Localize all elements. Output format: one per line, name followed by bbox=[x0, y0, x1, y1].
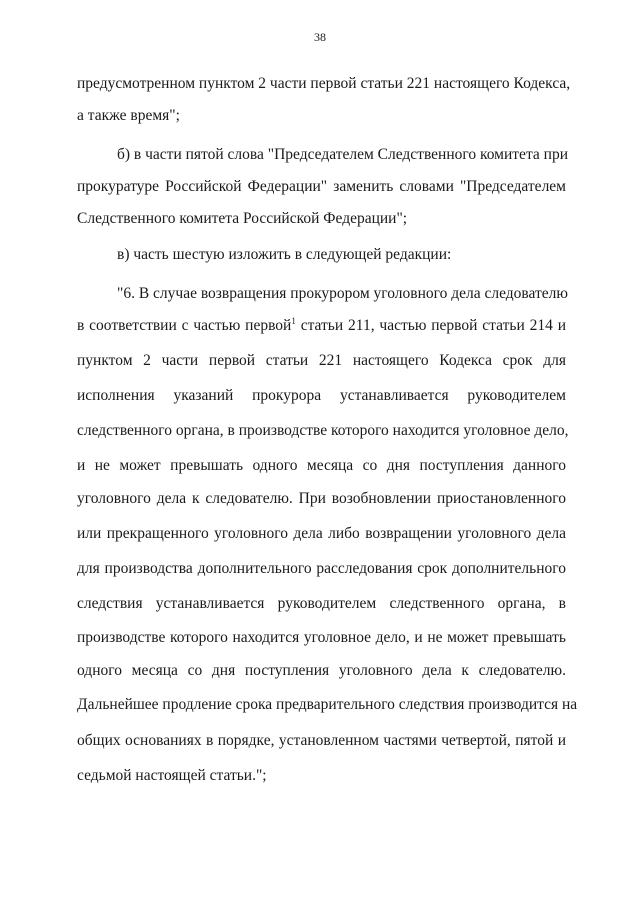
text-line: б) в части пятой слова "Председателем Следственного комитета при bbox=[117, 146, 568, 163]
text-line: Следственного комитета Российской Федерации"; bbox=[77, 210, 408, 227]
text-line: для производства дополнительного расследования срок дополнительного bbox=[77, 560, 566, 577]
text-line: прокуратуре Российской Федерации" заменить словами "Председателем bbox=[77, 178, 566, 195]
text-line: производстве которого находится уголовное дело, и не может превышать bbox=[77, 629, 566, 646]
footnote-marker: 1 bbox=[291, 316, 296, 326]
page-number: 38 bbox=[314, 30, 326, 44]
text-line-with-footnote bbox=[77, 316, 566, 336]
text-line: одного месяца со дня поступления уголовного дела к следователю. bbox=[77, 662, 566, 679]
text-line: следствия устанавливается руководителем следственного органа, в bbox=[77, 595, 566, 612]
text-line: седьмой настоящей статьи."; bbox=[77, 767, 267, 784]
text-line: а также время"; bbox=[77, 107, 180, 124]
text-line: следственного органа, в производстве которого находится уголовное дело, bbox=[77, 422, 569, 439]
text-line: исполнения указаний прокурора устанавливается руководителем bbox=[77, 387, 566, 404]
text-line: или прекращенного уголовного дела либо возвращении уголовного дела bbox=[77, 525, 566, 542]
text-line: и не может превышать одного месяца со дня поступления данного bbox=[77, 457, 566, 474]
text-fragment: в соответствии с частью первой bbox=[77, 317, 292, 334]
text-line: общих основаниях в порядке, установленном частями четвертой, пятой и bbox=[77, 732, 566, 749]
text-line: уголовного дела к следователю. При возобновлении приостановленного bbox=[77, 490, 566, 507]
text-line: предусмотренном пунктом 2 части первой статьи 221 настоящего Кодекса, bbox=[77, 75, 571, 92]
text-fragment: статьи 211, частью первой статьи 214 и bbox=[295, 317, 566, 334]
text-line: Дальнейшее продление срока предварительного следствия производится на bbox=[77, 696, 578, 713]
text-line: в) часть шестую изложить в следующей редакции: bbox=[117, 246, 452, 263]
text-line: пунктом 2 части первой статьи 221 настоящего Кодекса срок для bbox=[77, 352, 566, 369]
text-line: "6. В случае возвращения прокурором уголовного дела следователю bbox=[117, 285, 568, 302]
